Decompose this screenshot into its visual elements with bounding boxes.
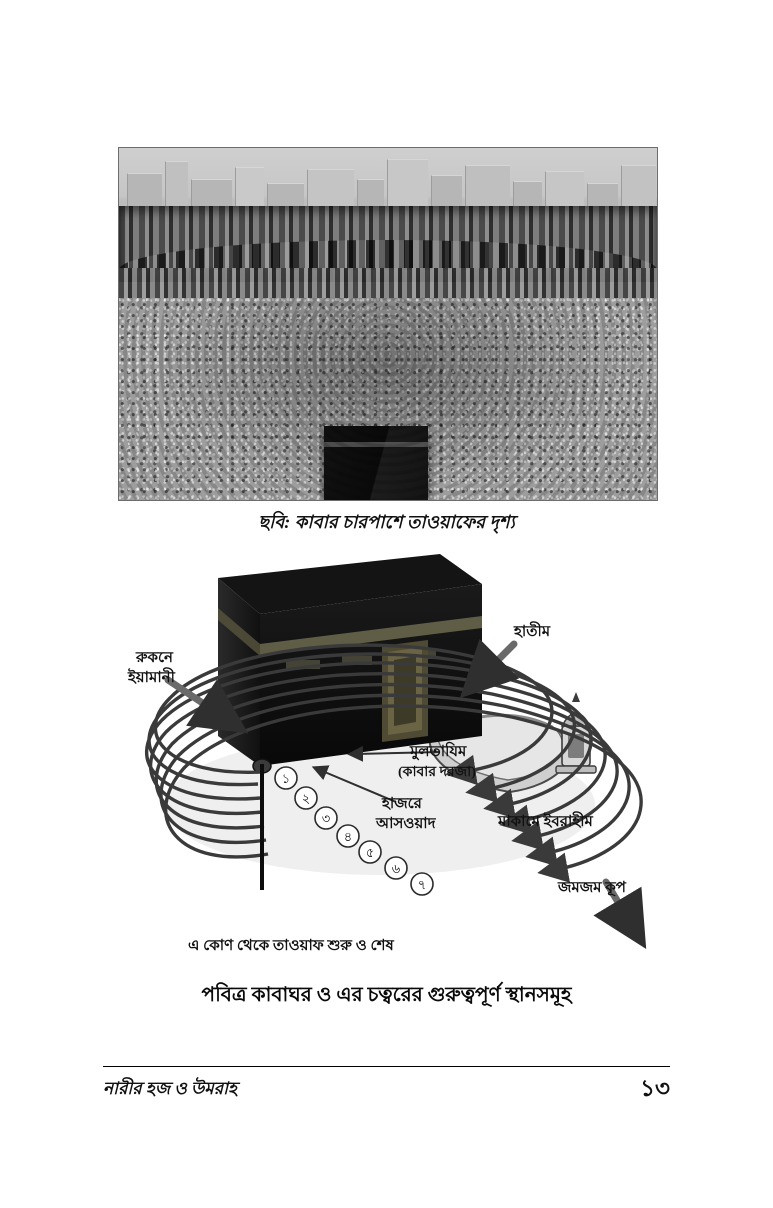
- footer-divider: [103, 1066, 670, 1067]
- kaaba-tawaf-photograph: [118, 147, 658, 501]
- round-4-number: ৪: [343, 829, 353, 844]
- label-rukn-yamani-line2: ইয়ামানী: [128, 670, 175, 686]
- label-zamzam: জমজম কূপ: [558, 880, 626, 896]
- label-hajar-aswad-line1: হাজরে: [382, 796, 422, 812]
- pilgrim-crowd: [119, 298, 657, 500]
- label-tawaf-start-end: এ কোণ থেকে তাওয়াফ শুরু ও শেষ: [188, 938, 394, 954]
- label-rukn-yamani-line1: রুকনে: [136, 650, 173, 666]
- round-3-number: ৩: [321, 811, 331, 826]
- round-6-number: ৬: [391, 861, 401, 876]
- photo-content: [119, 148, 657, 500]
- photo-caption: ছবি: কাবার চারপাশে তাওয়াফের দৃশ্য: [258, 512, 515, 532]
- label-hatim: হাতীম: [514, 624, 551, 640]
- footer-book-title: নারীর হজ ও উমরাহ: [103, 1079, 237, 1098]
- label-hajar-aswad-line2: আসওয়াদ: [376, 816, 436, 832]
- round-1-number: ১: [281, 771, 291, 786]
- page-number: ১৩: [640, 1076, 670, 1101]
- label-multazim-line1: মুলতাযিম: [410, 744, 467, 760]
- round-2-number: ২: [301, 791, 311, 806]
- diagram-title: পবিত্র কাবাঘর ও এর চত্বরের গুরুত্বপূর্ণ স্থানসমূহ: [201, 984, 572, 1006]
- label-maqam-ibrahim: মাকামে ইবরাহীম: [498, 814, 593, 830]
- round-5-number: ৫: [365, 845, 375, 860]
- kaaba-tawaf-diagram: [110, 540, 670, 970]
- kaaba-in-photo: [324, 426, 428, 501]
- mecca-skyline: [119, 148, 657, 210]
- label-multazim-line2: (কাবার দরজা): [398, 765, 476, 780]
- round-7-number: ৭: [417, 877, 427, 892]
